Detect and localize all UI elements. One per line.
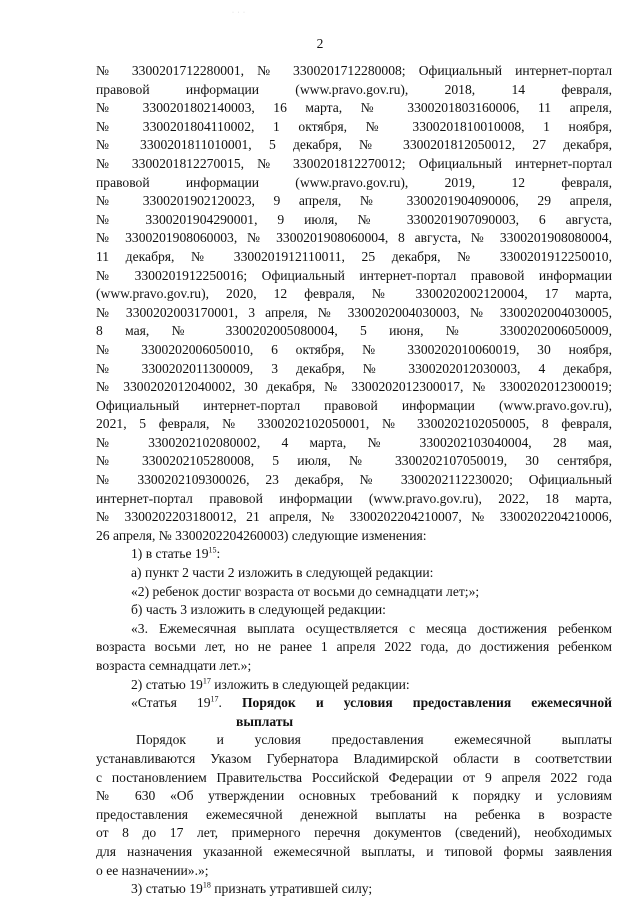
text-line: 26 апреля, № 3300202204260003) следующие изменения:	[96, 527, 427, 543]
item-2-tail: изложить в следующей редакции:	[210, 676, 410, 692]
item-1	[96, 545, 612, 564]
text-line: № 630 «Об утверждении основных требований к порядку и условиям	[96, 788, 612, 804]
item-3-tail: признать утратившей силу;	[210, 881, 373, 897]
article-body	[96, 731, 612, 880]
text-line: Порядок и условия предоставления ежемесячной выплаты	[136, 732, 612, 748]
page-number: 2	[316, 36, 324, 51]
article-title	[96, 694, 612, 713]
text-line: 11 декабря, № 3300201912110011, 25 декабря, № 3300201912250010,	[96, 248, 612, 264]
text-line: № 3300201811010001, 5 декабря, № 3300201812050012, 27 декабря,	[96, 137, 612, 153]
item-1a: а) пункт 2 части 2 изложить в следующей редакции:	[131, 565, 434, 581]
item-3-text: 3) статью 19	[131, 881, 203, 897]
text-line: № 3300202011300009, 3 декабря, № 3300202012030003, 4 декабря,	[96, 360, 612, 376]
item-3-sup: 18	[202, 880, 211, 890]
item-2-text: 2) статью 19	[131, 676, 203, 692]
text-line: «3. Ежемесячная выплата осуществляется с месяца достижения ребенком	[131, 620, 612, 636]
text-line: № 3300202203180012, 21 апреля, № 3300202204210007, № 3300202204210006,	[96, 509, 612, 525]
document-body	[96, 62, 612, 899]
text-line: № 3300202105280008, 5 июля, № 3300202107050019, 30 сентября,	[96, 453, 612, 469]
text-line: № 3300202109300026, 23 декабря, № 3300202112230020; Официальный	[96, 472, 612, 488]
text-line: 2021, 5 февраля, № 3300202102050001, № 3300202102050005, 8 февраля,	[96, 416, 612, 432]
text-line: от 8 до 17 лет, примерного перечня документов (сведений), необходимых	[96, 825, 612, 841]
article-title-sup: 17	[210, 694, 219, 704]
article-title-bold: Порядок и условия предоставления ежемесячной	[221, 695, 612, 711]
text-line: правовой информации (www.pravo.gov.ru), 2018, 14 февраля,	[96, 81, 612, 97]
text-line: 8 мая, № 3300202005080004, 5 июня, № 3300202006050009,	[96, 323, 612, 339]
amendment-sources-paragraph	[96, 62, 612, 545]
text-line: предоставления ежемесячной денежной выплаты на ребенка в возрасте	[96, 806, 612, 822]
text-line: № 3300202012040002, 30 декабря, № 3300202012300017, № 3300202012300019;	[96, 379, 612, 395]
item-2	[96, 676, 612, 695]
text-line: для назначения указанной ежемесячной выплаты, и типовой формы заявления	[96, 843, 612, 859]
text-line: с постановлением Правительства Российской Федерации от 9 апреля 2022 года	[96, 769, 612, 785]
item-3	[96, 880, 612, 899]
text-line: № 3300201802140003, 16 марта, № 3300201803160006, 11 апреля,	[96, 100, 612, 116]
text-line: Официальный интернет-портал правовой информации (www.pravo.gov.ru),	[96, 397, 612, 413]
text-line: № 3300201712280001, № 3300201712280008; Официальный интернет-портал	[96, 63, 612, 78]
text-line: № 3300201902120023, 9 апреля, № 3300201904090006, 29 апреля,	[96, 193, 612, 209]
item-1-tail: :	[216, 546, 221, 562]
scan-artifact: · · ·	[232, 10, 246, 16]
text-line: интернет-портал правовой информации (www.pravo.gov.ru), 2022, 18 марта,	[96, 490, 612, 506]
item-1-text: 1) в статье 19	[131, 546, 209, 562]
text-line: (www.pravo.gov.ru), 2020, 12 февраля, № 3300202002120004, 17 марта,	[96, 286, 612, 302]
text-line: № 3300202102080002, 4 марта, № 3300202103040004, 28 мая,	[96, 434, 612, 450]
item-1b: б) часть 3 изложить в следующей редакции:	[131, 602, 386, 618]
text-line: № 3300202006050010, 6 октября, № 3300202010060019, 30 ноября,	[96, 341, 612, 357]
text-line: № 3300202003170001, 3 апреля, № 3300202004030003, № 3300202004030005,	[96, 304, 612, 320]
text-line: возраста семнадцати лет.»;	[96, 658, 252, 673]
article-title-line-2: выплаты	[236, 713, 294, 729]
text-line: устанавливаются Указом Губернатора Владимирской области в соответствии	[96, 750, 612, 766]
text-line: № 3300201912250016; Официальный интернет-портал правовой информации	[96, 267, 612, 283]
text-line: о ее назначении».»;	[96, 862, 209, 878]
item-2-sup: 17	[202, 676, 211, 686]
item-1-sup: 15	[208, 545, 217, 555]
article-title-prefix: «Статья 19	[131, 695, 211, 711]
text-line: № 3300201812270015, № 3300201812270012; Официальный интернет-портал	[96, 155, 612, 171]
item-1b-quote	[96, 620, 612, 676]
text-line: № 3300201904290001, 9 июля, № 3300201907090003, 6 августа,	[96, 211, 612, 227]
text-line: № 3300201908060003, № 3300201908060004, 8 августа, № 3300201908080004,	[96, 230, 612, 246]
article-title-dot: .	[218, 695, 222, 711]
text-line: правовой информации (www.pravo.gov.ru), 2019, 12 февраля,	[96, 174, 612, 190]
text-line: № 3300201804110002, 1 октября, № 3300201810010008, 1 ноября,	[96, 118, 612, 134]
text-line: возраста восьми лет, но не ранее 1 апреля 2022 года, до достижения ребенком	[96, 639, 612, 655]
item-1a-quote: «2) ребенок достиг возраста от восьми до семнадцати лет;»;	[131, 583, 480, 599]
